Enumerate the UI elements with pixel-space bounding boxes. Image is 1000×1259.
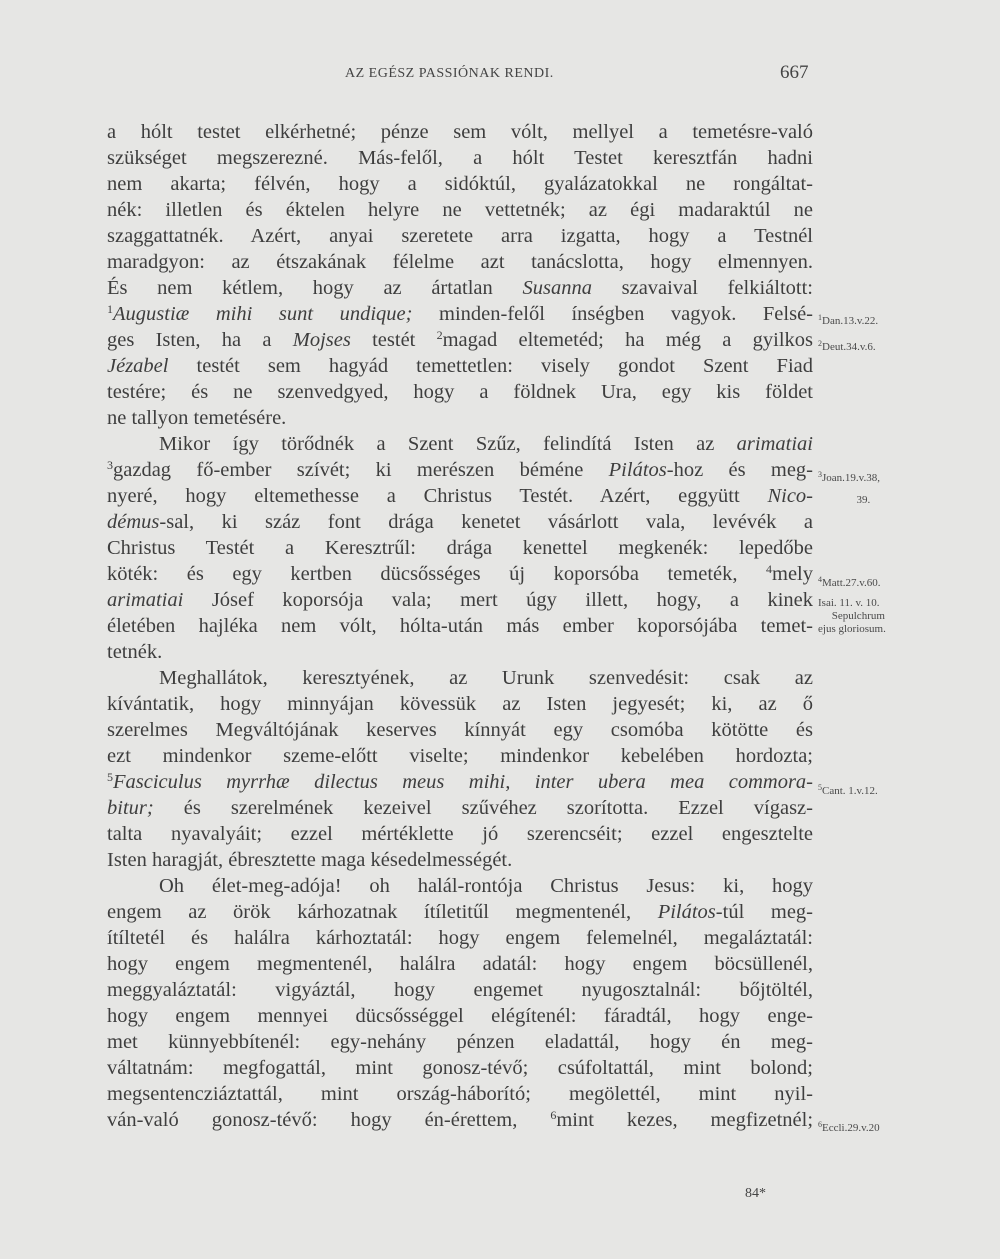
text-run: ges Isten, ha a	[107, 329, 293, 351]
text-run: Cant. 1.v.12.	[822, 785, 878, 797]
text-line	[107, 509, 813, 535]
footnote-marker: 1	[818, 313, 822, 322]
margin-note	[818, 311, 928, 328]
italic-text: Pilátos	[657, 901, 716, 923]
text-line	[107, 925, 813, 951]
italic-text: Jézabel	[107, 355, 169, 377]
footnote-marker: 4	[766, 562, 772, 576]
text-line	[107, 561, 813, 587]
text-run: testére; és ne szenvedgyed, hogy a földnek Ura, egy kis földet	[107, 381, 813, 403]
text-run: Deut.34.v.6.	[822, 341, 876, 353]
margin-note	[818, 1118, 928, 1135]
text-run: minden-felől ínségben vagyok. Felsé-	[412, 303, 814, 325]
text-run: Isai. 11. v. 10.	[818, 597, 880, 609]
text-run: Matt.27.v.60.	[822, 577, 881, 589]
text-run: mely	[772, 563, 813, 585]
footnote-marker: 6	[818, 1120, 822, 1129]
text-line	[107, 1029, 813, 1055]
text-line	[107, 1081, 813, 1107]
text-run: Oh élet-meg-adója! oh halál-rontója Christus Jesus: ki, hogy	[159, 875, 813, 897]
text-run: Eccli.29.v.20	[822, 1122, 880, 1134]
text-run: a hólt testet elkérhetné; pénze sem vólt, mellyel a temetésre-való	[107, 121, 813, 143]
text-line	[107, 301, 813, 327]
italic-text: Fasciculus myrrhæ dilectus meus mihi, inter ubera mea commora-	[113, 771, 813, 793]
margin-note	[818, 623, 928, 636]
text-line	[107, 977, 813, 1003]
text-run: 39.	[818, 494, 871, 506]
text-line	[107, 249, 813, 275]
text-line	[107, 197, 813, 223]
text-run: szavaival felkiáltott:	[591, 277, 813, 299]
text-line	[107, 275, 813, 301]
italic-text: arimatiai	[736, 433, 813, 455]
text-line	[159, 431, 813, 457]
text-run: ejus gloriosum.	[818, 623, 886, 635]
footnote-marker: 3	[107, 458, 113, 472]
text-run: -hoz és meg-	[666, 459, 814, 481]
text-run: testét	[350, 329, 437, 351]
text-run: maradgyon: az étszakának félelme azt tanácslotta, hogy elmennyen.	[107, 251, 813, 273]
text-line	[107, 535, 813, 561]
text-run: Dan.13.v.22.	[822, 315, 879, 327]
text-run: Sepulchrum	[818, 610, 885, 622]
text-line	[107, 483, 813, 509]
footnote-marker: 2	[818, 339, 822, 348]
text-run: És nem kétlem, hogy az ártatlan	[107, 277, 523, 299]
margin-note	[818, 573, 928, 590]
text-run: testét sem hagyád temettetlen: visely gondot Szent Fiad	[168, 355, 813, 377]
footnote-marker: 4	[818, 575, 822, 584]
text-line	[107, 1107, 813, 1133]
italic-text: Susanna	[522, 277, 592, 299]
text-run: -sal, ki száz font drága kenetet vásárlott vala, levévék a	[159, 511, 813, 533]
text-line	[107, 847, 813, 873]
text-run: kívántatik, hogy minnyájan kövessük az Isten jegyesét; ki, az ő	[107, 693, 813, 715]
text-line	[107, 405, 813, 431]
margin-note	[818, 597, 928, 610]
text-line	[107, 587, 813, 613]
text-run: szükséget megszerezné. Más-felől, a hólt Testet keresztfán hadni	[107, 147, 813, 169]
text-run: ne tallyon temetésére.	[107, 407, 287, 429]
page-number: 667	[780, 62, 809, 83]
text-line	[107, 743, 813, 769]
text-line	[107, 613, 813, 639]
text-run: nék: illetlen és éktelen helyre ne vettetnék; az égi madaraktúl ne	[107, 199, 813, 221]
text-run: talta nyavalyáit; ezzel mértéklette jó szerencséit; ezzel engesztelte	[107, 823, 813, 845]
text-line	[107, 353, 813, 379]
text-run: gazdag fő-ember szívét; ki merészen béméne	[113, 459, 609, 481]
text-run: magad eltemetéd; ha még a gyilkos	[442, 329, 813, 351]
text-line	[107, 769, 813, 795]
margin-note	[818, 494, 928, 507]
footnote-marker: 5	[107, 770, 113, 784]
text-line	[107, 379, 813, 405]
text-run: -túl meg-	[715, 901, 813, 923]
text-run: hogy engem mennyei dücsősséggel elégítenél: fáradtál, hogy enge-	[107, 1005, 813, 1027]
text-line	[107, 717, 813, 743]
margin-note	[818, 337, 928, 354]
text-line	[107, 691, 813, 717]
text-run: hogy engem megmentenél, halálra adatál: hogy engem böcsüllenél,	[107, 953, 813, 975]
text-run: engem az örök kárhozatnak ítíletitűl megmentenél,	[107, 901, 658, 923]
footnote-marker: 5	[818, 783, 822, 792]
text-run: tetnék.	[107, 641, 163, 663]
text-run: váltatnám: megfogattál, mint gonosz-tévő; csúfoltattál, mint bolond;	[107, 1057, 813, 1079]
text-run: nem akarta; félvén, hogy a sidóktúl, gyalázatokkal ne rongáltat-	[107, 173, 813, 195]
text-run: Isten haragját, ébresztette maga késedelmességét.	[107, 849, 513, 871]
text-line	[107, 171, 813, 197]
text-run: met künnyebbítenél: egy-nehány pénzen eladattál, hogy én meg-	[107, 1031, 813, 1053]
text-run: Meghallátok, keresztyének, az Urunk szenvedésit: csak az	[159, 667, 813, 689]
margin-note	[818, 781, 928, 798]
italic-text: démus	[107, 511, 160, 533]
text-run: mint kezes, megfizetnél;	[556, 1109, 814, 1131]
italic-text: Pilátos	[608, 459, 667, 481]
text-line	[107, 639, 813, 665]
text-run: szerelmes Megváltójának keserves kínnyát egy csomóba kötötte és	[107, 719, 813, 741]
signature-mark: 84*	[745, 1186, 766, 1201]
text-line	[107, 1055, 813, 1081]
text-run: köték: és egy kertben dücsősséges új koporsóba temeték,	[107, 563, 766, 585]
footnote-marker: 1	[107, 302, 113, 316]
footnote-marker: 2	[436, 328, 443, 342]
footnote-marker: 3	[818, 470, 822, 479]
margin-note	[818, 610, 928, 623]
text-line	[107, 119, 813, 145]
text-line	[107, 795, 813, 821]
text-run: ezt mindenkor szeme-előtt viselte; mindenkor kebelében hordozta;	[107, 745, 813, 767]
text-line	[107, 327, 813, 353]
text-line	[159, 665, 813, 691]
text-run: Christus Testét a Keresztrűl: drága kenettel megkenék: lepedőbe	[107, 537, 813, 559]
text-run: Joan.19.v.38,	[822, 472, 880, 484]
text-line	[107, 223, 813, 249]
margin-note	[818, 468, 928, 485]
text-line	[107, 899, 813, 925]
text-line	[107, 145, 813, 171]
text-run: Mikor így törődnék a Szent Szűz, felindítá Isten az	[159, 433, 737, 455]
text-run: és szerelmének kezeivel szűvéhez szorította. Ezzel vígasz-	[153, 797, 813, 819]
text-line	[107, 1003, 813, 1029]
italic-text: bitur;	[107, 797, 154, 819]
text-run: szaggattatnék. Azért, anyai szeretete arra izgatta, hogy a Testnél	[107, 225, 813, 247]
text-run: Jósef koporsója vala; mert úgy illett, hogy, a kinek	[183, 589, 813, 611]
text-run: ván-való gonosz-tévő: hogy én-érettem,	[107, 1109, 551, 1131]
running-title: AZ EGÉSZ PASSIÓNAK RENDI.	[345, 66, 554, 81]
text-run: nyeré, hogy eltemethesse a Christus Testét. Azért, eggyütt	[107, 485, 768, 507]
text-line	[107, 821, 813, 847]
text-run: meggyaláztatál: vigyáztál, hogy engemet nyugosztalnál: bőjtöltél,	[107, 979, 813, 1001]
text-run: életében hajléka nem vólt, hólta-után más ember koporsójába temet-	[107, 615, 813, 637]
italic-text: arimatiai	[107, 589, 184, 611]
footnote-marker: 6	[550, 1108, 557, 1122]
text-line	[159, 873, 813, 899]
text-run: ítíltetél és halálra kárhoztatál: hogy engem felemelnél, megaláztatál:	[107, 927, 813, 949]
text-run: megsentencziáztattál, mint ország-háborító; megölettél, mint nyil-	[107, 1083, 813, 1105]
italic-text: Augustiæ mihi sunt undique;	[113, 303, 413, 325]
text-line	[107, 951, 813, 977]
italic-text: Nico-	[767, 485, 813, 507]
italic-text: Mojses	[292, 329, 351, 351]
text-line	[107, 457, 813, 483]
